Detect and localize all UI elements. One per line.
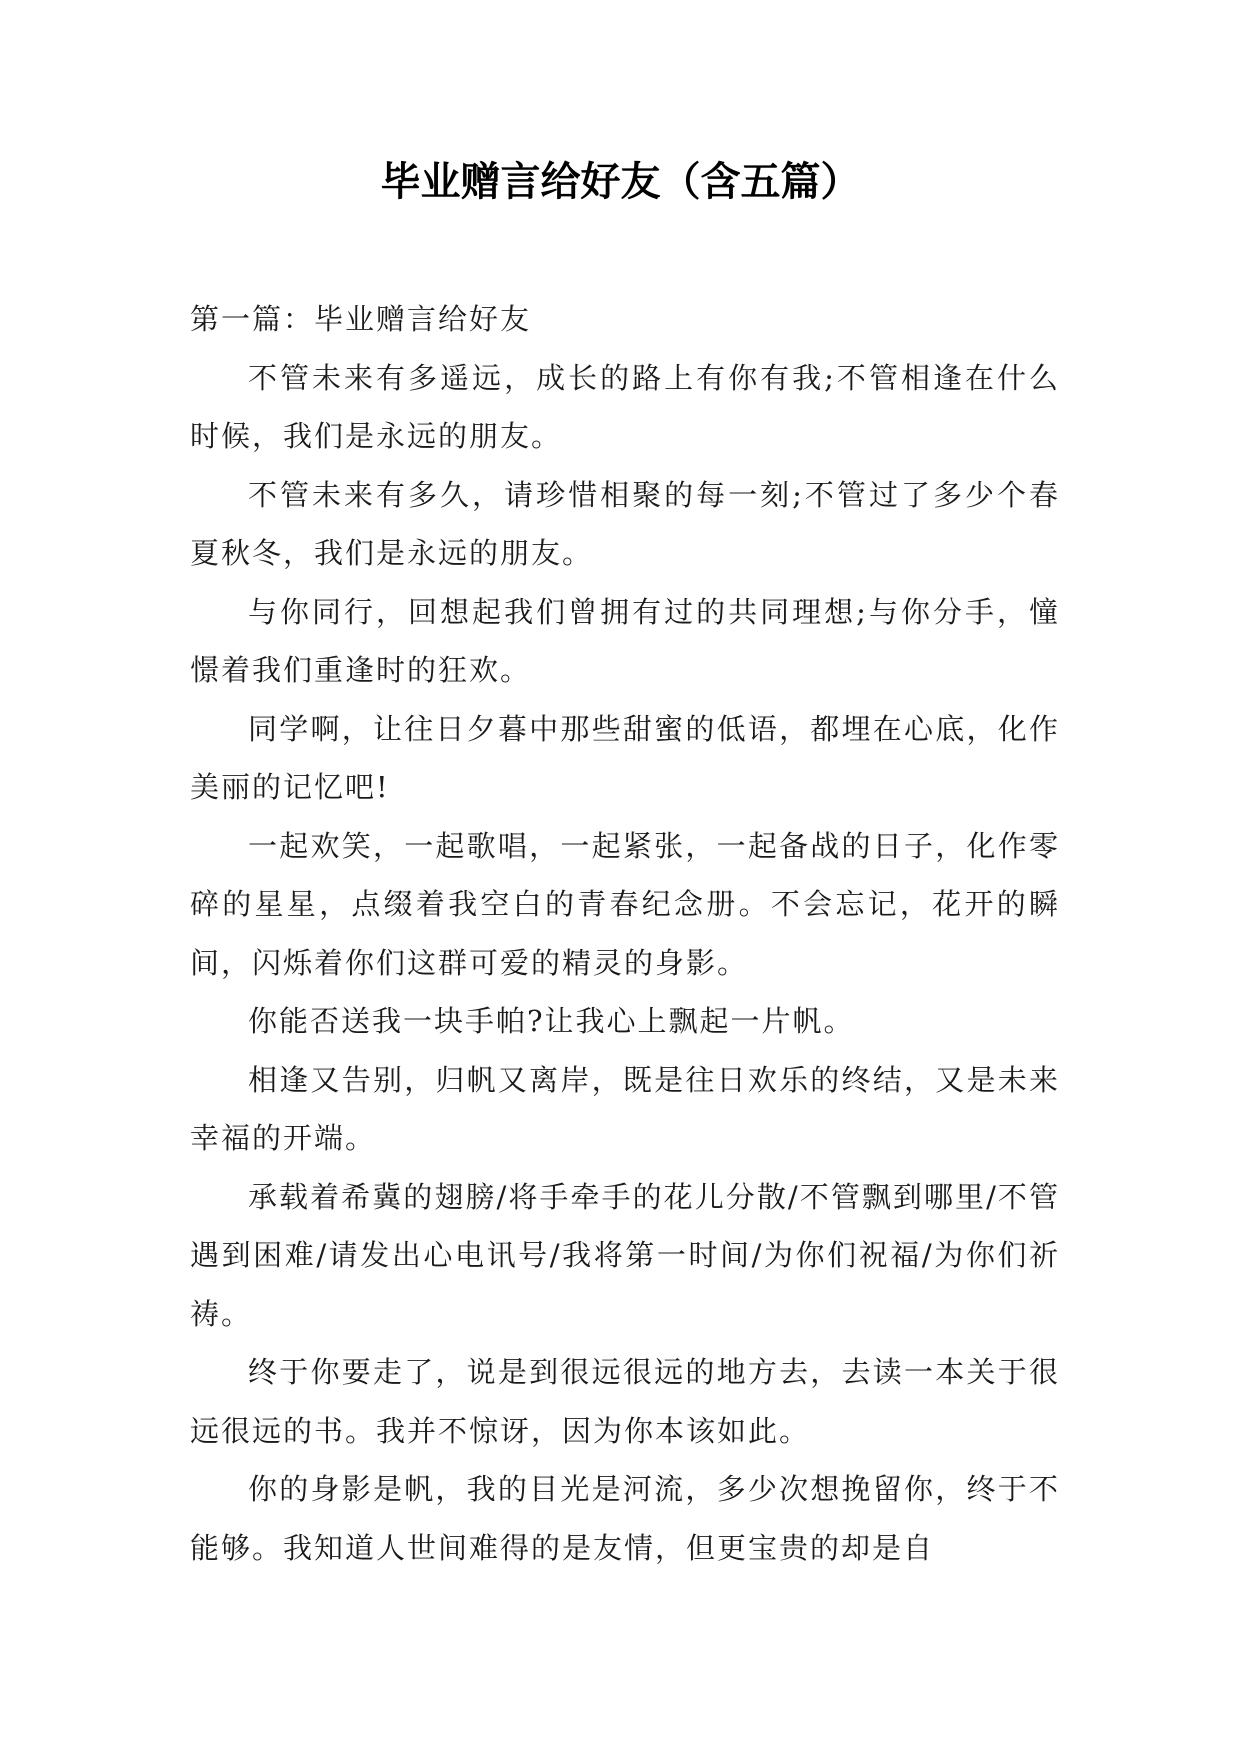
paragraph: 终于你要走了，说是到很远很远的地方去，去读一本关于很远很远的书。我并不惊讶，因为你本该如此。 — [190, 1355, 1060, 1448]
document-body — [190, 290, 1060, 1577]
paragraph: 不管未来有多久，请珍惜相聚的每一刻;不管过了多少个春夏秋冬，我们是永远的朋友。 — [190, 477, 1060, 570]
paragraph: 一起欢笑，一起歌唱，一起紧张，一起备战的日子，化作零碎的星星，点缀着我空白的青春纪念册。不会忘记，花开的瞬间，闪烁着你们这群可爱的精灵的身影。 — [190, 828, 1060, 980]
paragraph: 你的身影是帆，我的目光是河流，多少次想挽留你，终于不能够。我知道人世间难得的是友情，但更宝贵的却是自 — [190, 1472, 1060, 1565]
section-heading: 第一篇：毕业赠言给好友 — [190, 302, 532, 336]
paragraph: 同学啊，让往日夕暮中那些甜蜜的低语，都埋在心底，化作美丽的记忆吧! — [190, 711, 1060, 804]
paragraph: 承载着希冀的翅膀/将手牵手的花儿分散/不管飘到哪里/不管遇到困难/请发出心电讯号/我将第一时间/为你们祝福/为你们祈祷。 — [190, 1179, 1060, 1331]
paragraph: 相逢又告别，归帆又离岸，既是往日欢乐的终结，又是未来幸福的开端。 — [190, 1062, 1060, 1155]
paragraph: 你能否送我一块手帕?让我心上飘起一片帆。 — [248, 1004, 855, 1038]
paragraph: 不管未来有多遥远，成长的路上有你有我;不管相逢在什么时候，我们是永远的朋友。 — [190, 360, 1060, 453]
paragraph: 与你同行，回想起我们曾拥有过的共同理想;与你分手，憧憬着我们重逢时的狂欢。 — [190, 594, 1060, 687]
document-title: 毕业赠言给好友（含五篇） — [380, 159, 861, 205]
